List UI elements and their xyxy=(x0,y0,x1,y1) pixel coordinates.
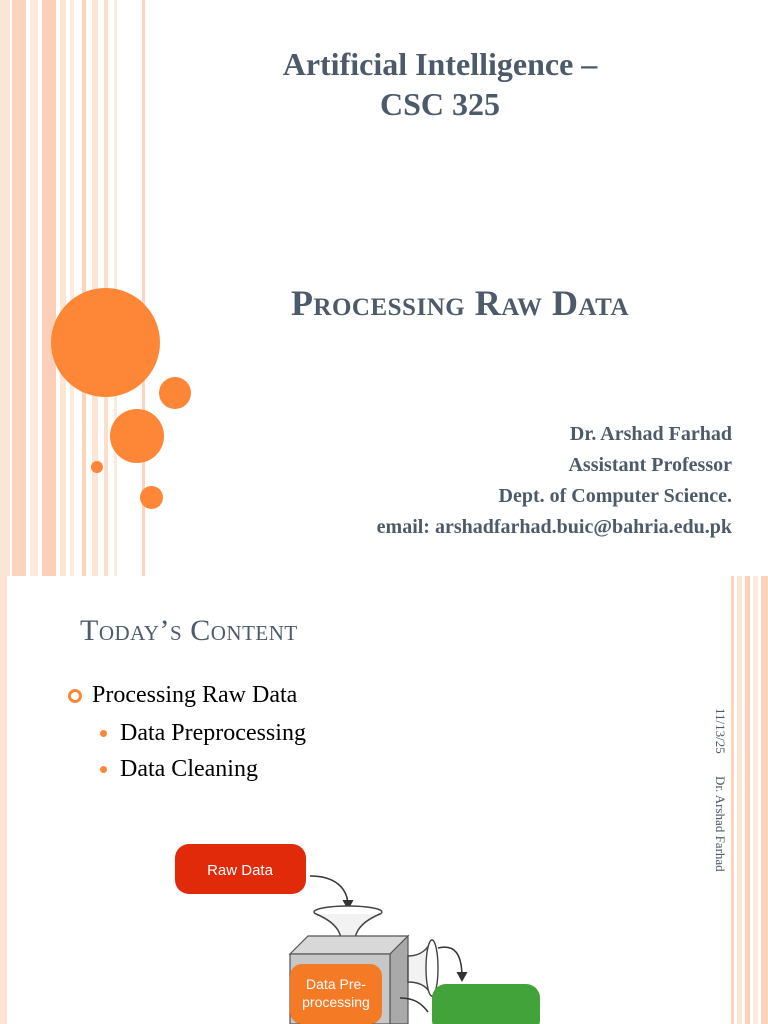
slide-date: 11/13/25 xyxy=(713,708,728,754)
decorative-stripes xyxy=(0,0,150,576)
bullet-level2 xyxy=(100,720,306,747)
author-name: Dr. Arshad Farhad xyxy=(569,423,732,445)
preprocessing-label-2: processing xyxy=(302,994,370,1010)
arrow-icon xyxy=(310,876,348,906)
decorative-stripes-right xyxy=(728,576,768,1024)
author-email: email: arshadfarhad.buic@bahria.edu.pk xyxy=(376,516,732,538)
dot-bullet-icon xyxy=(100,730,107,737)
course-title-line2: CSC 325 xyxy=(379,86,500,122)
ring-bullet-icon xyxy=(68,689,82,703)
slide-title: Today’s Content xyxy=(80,614,298,647)
preprocessing-label-1: Data Pre- xyxy=(306,976,366,992)
lecture-title: Processing Raw Data xyxy=(290,283,630,323)
left-edge-bar xyxy=(0,576,7,1024)
output-data-box xyxy=(432,984,540,1024)
bullet-text: Data Cleaning xyxy=(120,756,258,782)
preprocessing-diagram xyxy=(160,836,560,1024)
author-block xyxy=(377,419,732,543)
raw-data-label: Raw Data xyxy=(207,862,273,879)
decorative-circle-small-2 xyxy=(140,486,163,509)
decorative-circle-large xyxy=(51,288,160,397)
decorative-circle-medium xyxy=(110,409,164,463)
author-position: Assistant Professor xyxy=(568,454,732,476)
bullet-level2 xyxy=(100,756,258,783)
decorative-circle-tiny xyxy=(91,461,103,473)
author-department: Dept. of Computer Science. xyxy=(498,485,732,507)
course-title-line1: Artificial Intelligence – xyxy=(282,46,598,82)
bullet-level1 xyxy=(68,682,297,709)
course-title xyxy=(190,44,690,124)
slide-author: Dr. Arshad Farhad xyxy=(713,776,728,872)
content-slide xyxy=(0,576,768,1024)
bullet-text: Processing Raw Data xyxy=(92,682,298,708)
bullet-text: Data Preprocessing xyxy=(120,720,306,746)
decorative-circle-small xyxy=(159,377,191,409)
dot-bullet-icon xyxy=(100,766,107,773)
